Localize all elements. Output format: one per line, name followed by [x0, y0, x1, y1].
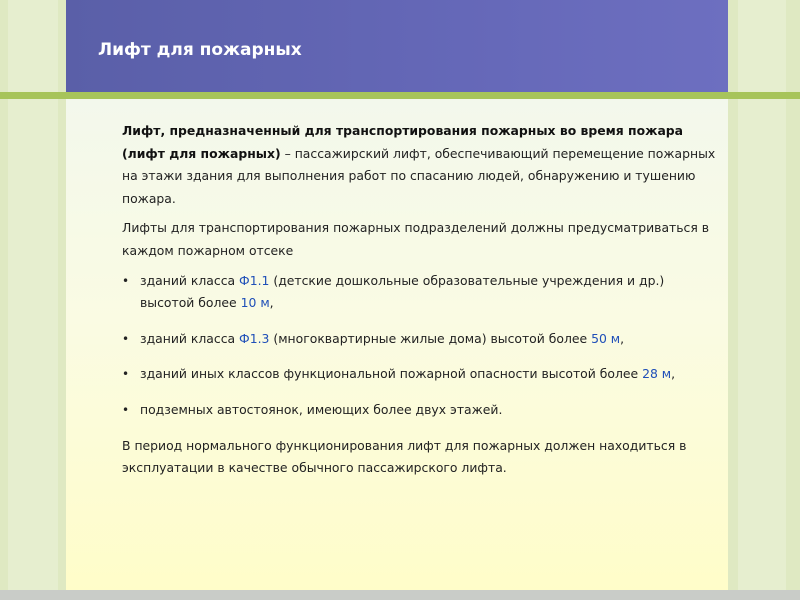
- definition-paragraph: [122, 120, 722, 210]
- list-item: [122, 399, 722, 422]
- slide-content: [122, 120, 722, 487]
- building-class: Ф1.1: [239, 272, 270, 288]
- list-item: [122, 363, 722, 386]
- bullet-icon: •: [122, 273, 130, 288]
- building-class: Ф1.3: [239, 330, 270, 346]
- bullet-text: зданий класса: [140, 272, 240, 288]
- list-item: [122, 328, 722, 351]
- bullet-text: ,: [671, 366, 676, 382]
- left-side-strip: [8, 0, 58, 600]
- bullet-icon: •: [122, 367, 130, 382]
- bullet-text: (детские дошкольные образовательные учреждения и др.) высотой более: [140, 272, 665, 311]
- left-side-panel: [0, 0, 66, 600]
- slide-header: [66, 0, 728, 92]
- bullet-text: ,: [269, 295, 274, 311]
- definition-term: Лифт, предназначенный для транспортирования пожарных во время пожара (лифт для пожарных): [122, 123, 684, 161]
- bullet-text: подземных автостоянок, имеющих более двух этажей.: [140, 401, 503, 417]
- requirement-paragraph: Лифты для транспортирования пожарных подразделений должны предусматриваться в каждом пожарном отсеке: [122, 220, 710, 258]
- right-side-panel: [728, 0, 800, 600]
- bullet-text: зданий класса: [140, 330, 240, 346]
- bottom-bar: [0, 590, 800, 600]
- slide-title: Лифт для пожарных: [98, 40, 302, 60]
- bullet-text: ,: [620, 330, 625, 346]
- closing-paragraph: В период нормального функционирования лифт для пожарных должен находиться в эксплуатации в качестве обычного пассажирского лифта.: [122, 437, 687, 476]
- bullet-text: (многоквартирные жилые дома) высотой более: [269, 330, 592, 346]
- bullet-text: зданий иных классов функциональной пожарной опасности высотой более: [140, 366, 643, 382]
- header-divider: [0, 92, 800, 99]
- bullet-list: [122, 270, 722, 422]
- definition-text: – пассажирский лифт, обеспечивающий перемещение пожарных на этажи здания для выполнения работ по спасанию людей, обнаружению и тушению пожара.: [122, 145, 716, 206]
- list-item: [122, 270, 722, 315]
- bullet-icon: •: [122, 402, 130, 417]
- right-side-strip: [738, 0, 786, 600]
- bullet-icon: •: [122, 331, 130, 346]
- height-value: 28 м: [642, 366, 672, 382]
- height-value: 10 м: [240, 295, 270, 311]
- height-value: 50 м: [591, 330, 621, 346]
